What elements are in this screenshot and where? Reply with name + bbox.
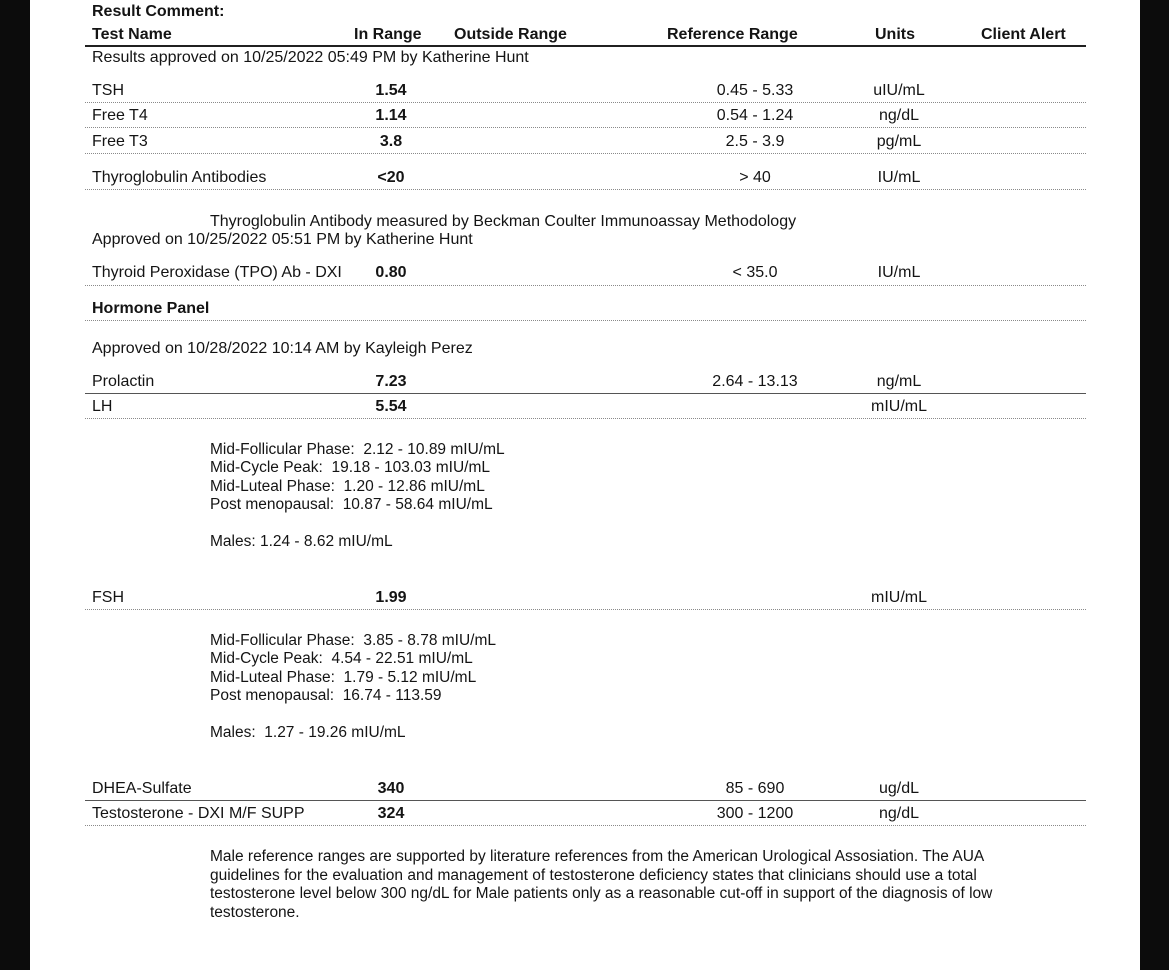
- units: mIU/mL: [871, 589, 927, 606]
- approval-line: Results approved on 10/25/2022 05:49 PM by Katherine Hunt: [92, 49, 529, 66]
- test-name: LH: [92, 398, 113, 415]
- result-value: 7.23: [375, 373, 407, 390]
- row-divider: [85, 418, 1086, 419]
- header-rule: [85, 45, 1086, 47]
- section-divider: [85, 320, 1086, 321]
- test-name: Thyroid Peroxidase (TPO) Ab - DXI: [92, 264, 342, 281]
- test-name: Thyroglobulin Antibodies: [92, 169, 267, 186]
- units: uIU/mL: [873, 82, 925, 99]
- fsh-range-note: Mid-Luteal Phase: 1.79 - 5.12 mIU/mL: [210, 669, 477, 686]
- units: ug/dL: [878, 780, 920, 797]
- row-divider: [85, 800, 1086, 801]
- test-name: TSH: [92, 82, 124, 99]
- test-name: Prolactin: [92, 373, 155, 390]
- units: ng/mL: [876, 373, 922, 390]
- test-name: FSH: [92, 589, 124, 606]
- test-name: Free T4: [92, 107, 148, 124]
- lh-range-note: Mid-Cycle Peak: 19.18 - 103.03 mIU/mL: [210, 459, 490, 476]
- tg-ab-method-note: Thyroglobulin Antibody measured by Beckman Coulter Immunoassay Methodology: [210, 213, 797, 230]
- result-value: 1.14: [375, 107, 407, 124]
- reference-range: 2.5 - 3.9: [725, 133, 785, 150]
- units: IU/mL: [877, 264, 921, 281]
- reference-range: 85 - 690: [725, 780, 785, 797]
- approval-line: Approved on 10/25/2022 05:51 PM by Katherine Hunt: [92, 231, 473, 248]
- row-divider: [85, 127, 1086, 128]
- result-comment-label: Result Comment:: [92, 3, 225, 20]
- units: mIU/mL: [871, 398, 927, 415]
- result-value: 1.99: [375, 589, 407, 606]
- col-outside-range: Outside Range: [454, 26, 567, 43]
- test-name: Testosterone - DXI M/F SUPP: [92, 805, 305, 822]
- reference-range: < 35.0: [732, 264, 778, 281]
- lab-report-page: [30, 0, 1140, 970]
- col-in-range: In Range: [354, 26, 422, 43]
- lh-range-note: Mid-Follicular Phase: 2.12 - 10.89 mIU/mL: [210, 441, 505, 458]
- lh-range-note: Post menopausal: 10.87 - 58.64 mIU/mL: [210, 496, 493, 513]
- fsh-range-note: Post menopausal: 16.74 - 113.59: [210, 687, 442, 704]
- result-value: 0.80: [375, 264, 407, 281]
- result-value: 5.54: [375, 398, 407, 415]
- col-units: Units: [875, 26, 915, 43]
- fsh-range-note: Mid-Follicular Phase: 3.85 - 8.78 mIU/mL: [210, 632, 496, 649]
- lh-range-note: Mid-Luteal Phase: 1.20 - 12.86 mIU/mL: [210, 478, 485, 495]
- col-client-alert: Client Alert: [981, 26, 1066, 43]
- reference-range: > 40: [739, 169, 771, 186]
- reference-range: 0.45 - 5.33: [716, 82, 794, 99]
- testosterone-comment: Male reference ranges are supported by literature references from the American Urological Assosiation. The AUA guidelines for the evaluation and management of testosterone deficiency states that clinicians should use a total testosterone level below 300 ng/dL for Male patients only as a reasonable cut-off in support of the diagnosis of low testosterone.: [210, 848, 993, 921]
- fsh-range-note: Mid-Cycle Peak: 4.54 - 22.51 mIU/mL: [210, 650, 473, 667]
- row-divider: [85, 285, 1086, 286]
- approval-line: Approved on 10/28/2022 10:14 AM by Kayleigh Perez: [92, 340, 473, 357]
- result-value: 1.54: [375, 82, 407, 99]
- row-divider: [85, 609, 1086, 610]
- units: ng/dL: [878, 805, 920, 822]
- reference-range: 300 - 1200: [716, 805, 794, 822]
- result-value: 324: [377, 805, 405, 822]
- row-divider: [85, 153, 1086, 154]
- test-name: Free T3: [92, 133, 148, 150]
- units: ng/dL: [878, 107, 920, 124]
- reference-range: 0.54 - 1.24: [716, 107, 794, 124]
- col-test-name: Test Name: [92, 26, 172, 43]
- result-value: 3.8: [379, 133, 403, 150]
- row-divider: [85, 189, 1086, 190]
- units: IU/mL: [877, 169, 921, 186]
- units: pg/mL: [876, 133, 922, 150]
- reference-range: 2.64 - 13.13: [712, 373, 798, 390]
- row-divider: [85, 393, 1086, 394]
- col-reference-range: Reference Range: [667, 26, 798, 43]
- result-value: <20: [377, 169, 405, 186]
- test-name: DHEA-Sulfate: [92, 780, 192, 797]
- lh-males-note: Males: 1.24 - 8.62 mIU/mL: [210, 533, 393, 550]
- row-divider: [85, 102, 1086, 103]
- section-title-hormone-panel: Hormone Panel: [92, 300, 210, 317]
- row-divider: [85, 825, 1086, 826]
- fsh-males-note: Males: 1.27 - 19.26 mIU/mL: [210, 724, 406, 741]
- result-value: 340: [377, 780, 405, 797]
